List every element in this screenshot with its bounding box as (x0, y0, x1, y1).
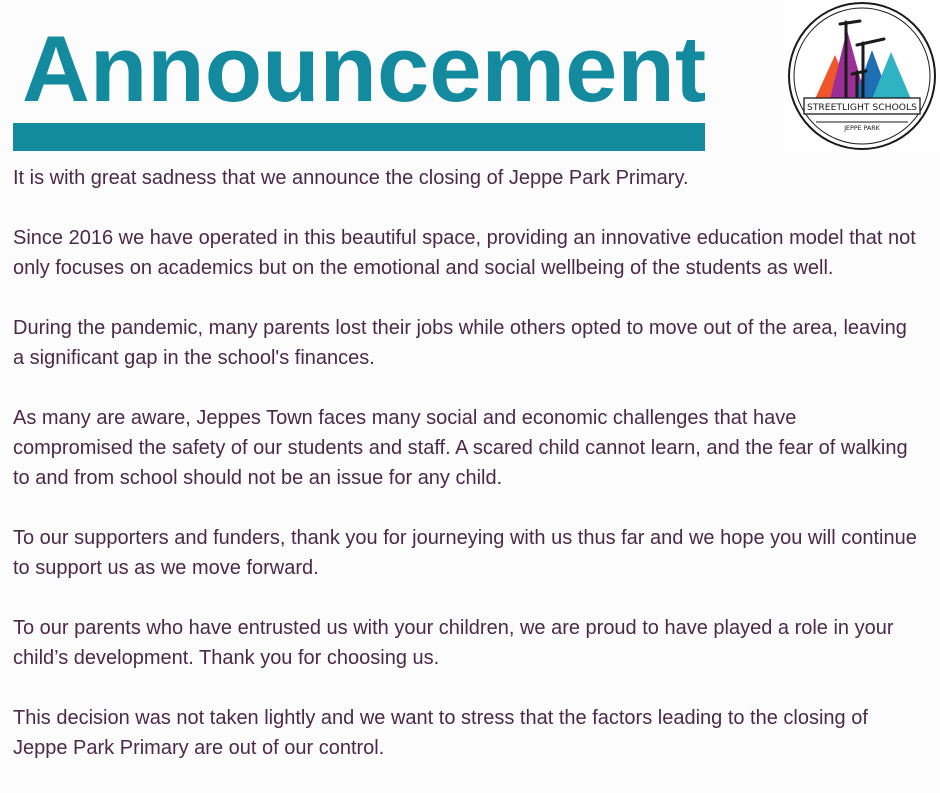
paragraph-history: Since 2016 we have operated in this beautiful space, providing an innovative education model that not only focuses on academics but on the emotional and social wellbeing of the students as well. (13, 227, 916, 279)
announcement-body (13, 163, 918, 793)
page-title: Announcement (22, 16, 707, 121)
paragraph-closing: It is with great sadness that we announce the closing of Jeppe Park Primary. (13, 167, 689, 189)
logo-name-text: STREETLIGHT SCHOOLS (806, 102, 918, 113)
paragraph-supporters: To our supporters and funders, thank you for journeying with us thus far and we hope you will continue to support us as we move forward. (13, 527, 917, 579)
streetlight-schools-logo (784, 0, 940, 152)
paragraph-decision: This decision was not taken lightly and we want to stress that the factors leading to the closing of Jeppe Park Primary are out of our control. (13, 707, 868, 759)
paragraph-safety: As many are aware, Jeppes Town faces many social and economic challenges that have compromised the safety of our students and staff. A scared child cannot learn, and the fear of walking to and from school should not be an issue for any child. (13, 407, 908, 489)
title-underline-bar (13, 123, 705, 151)
logo-icon (784, 0, 940, 152)
paragraph-pandemic: During the pandemic, many parents lost their jobs while others opted to move out of the area, leaving a significant gap in the school's finances. (13, 317, 907, 369)
logo-campus-text: JEPPE PARK (844, 125, 880, 132)
paragraph-parents: To our parents who have entrusted us with your children, we are proud to have played a role in your child’s development. Thank you for choosing us. (13, 617, 894, 669)
